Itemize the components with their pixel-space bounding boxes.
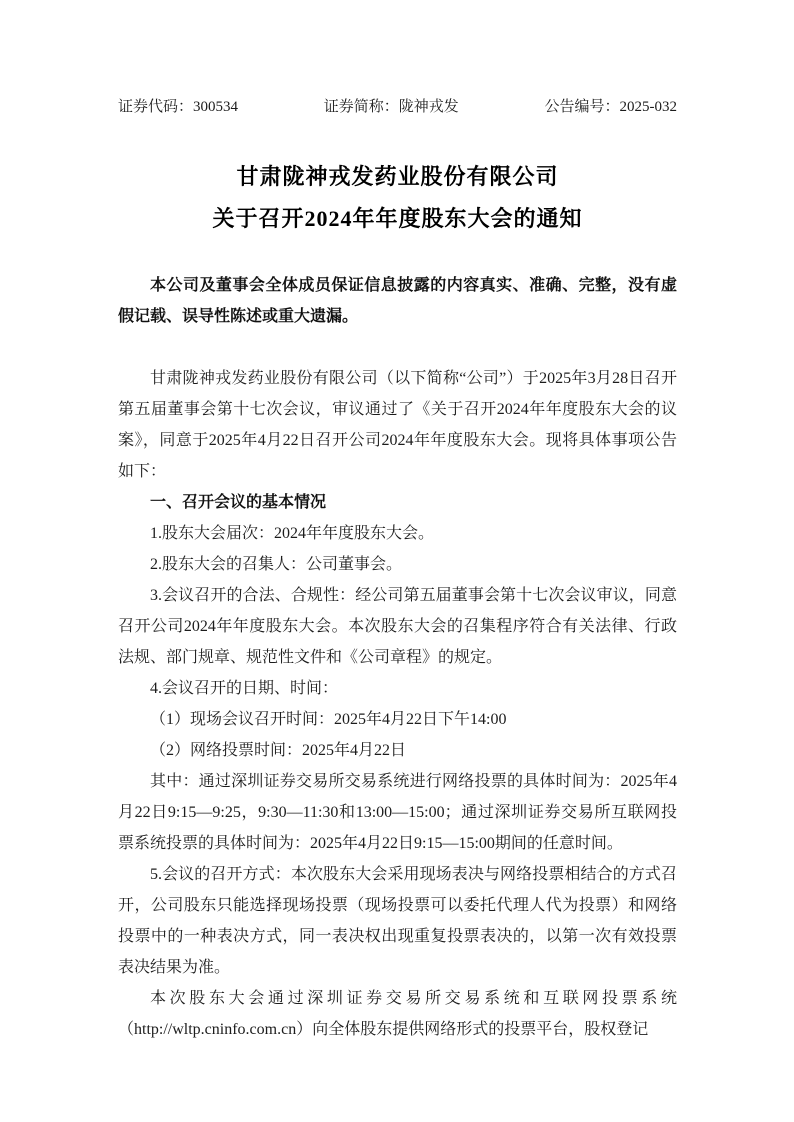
item-4-2-online-voting-time: （2）网络投票时间：2025年4月22日 xyxy=(150,742,407,759)
stock-code: 证券代码：300534 xyxy=(118,99,239,115)
item-1-meeting-session: 1.股东大会届次：2024年年度股东大会。 xyxy=(150,525,435,542)
item-5-meeting-method: 5.会议的召开方式：本次股东大会采用现场表决与网络投票相结合的方式召开，公司股东只能选择现场投票（现场投票可以委托代理人代为投票）和网络投票中的一种表决方式，同一表决权出现重复投票表决的，以第一次有效投票表决结果为准。 xyxy=(118,866,677,976)
document-title xyxy=(118,156,677,240)
disclosure-statement: 本公司及董事会全体成员保证信息披露的内容真实、准确、完整，没有虚假记载、误导性陈述或重大遗漏。 xyxy=(118,277,677,325)
voting-platform-paragraph: 本次股东大会通过深圳证券交易所交易系统和互联网投票系统（http://wltp.cninfo.com.cn）向全体股东提供网络形式的投票平台，股权登记 xyxy=(118,990,677,1038)
announcement-number: 公告编号：2025-032 xyxy=(544,99,677,115)
item-3-legality: 3.会议召开的合法、合规性：经公司第五届董事会第十七次会议审议，同意召开公司2024年年度股东大会。本次股东大会的召集程序符合有关法律、行政法规、部门规章、规范性文件和《公司章程》的规定。 xyxy=(118,587,677,666)
stock-short-name: 证券简称：陇神戎发 xyxy=(323,99,459,115)
document-header xyxy=(118,97,677,117)
item-2-convener: 2.股东大会的召集人：公司董事会。 xyxy=(150,556,403,573)
intro-paragraph: 甘肃陇神戎发药业股份有限公司（以下简称“公司”）于2025年3月28日召开第五届董事会第十七次会议，审议通过了《关于召开2024年年度股东大会的议案》，同意于2025年4月22日召开公司2024年年度股东大会。现将具体事项公告如下： xyxy=(118,370,677,480)
document-body xyxy=(118,270,677,1045)
section-heading-basic-info: 一、召开会议的基本情况 xyxy=(150,494,327,511)
company-name-title: 甘肃陇神戎发药业股份有限公司 xyxy=(236,164,559,189)
notice-title: 关于召开2024年年度股东大会的通知 xyxy=(212,206,583,231)
online-voting-time-detail: 其中：通过深圳证券交易所交易系统进行网络投票的具体时间为：2025年4月22日9:15—9:25，9:30—11:30和13:00—15:00；通过深圳证券交易所互联网投票系统投票的具体时间为：2025年4月22日9:15—15:00期间的任意时间。 xyxy=(118,773,677,852)
item-4-1-onsite-meeting-time: （1）现场会议召开时间：2025年4月22日下午14:00 xyxy=(150,711,507,728)
item-4-date-time: 4.会议召开的日期、时间： xyxy=(150,680,339,697)
